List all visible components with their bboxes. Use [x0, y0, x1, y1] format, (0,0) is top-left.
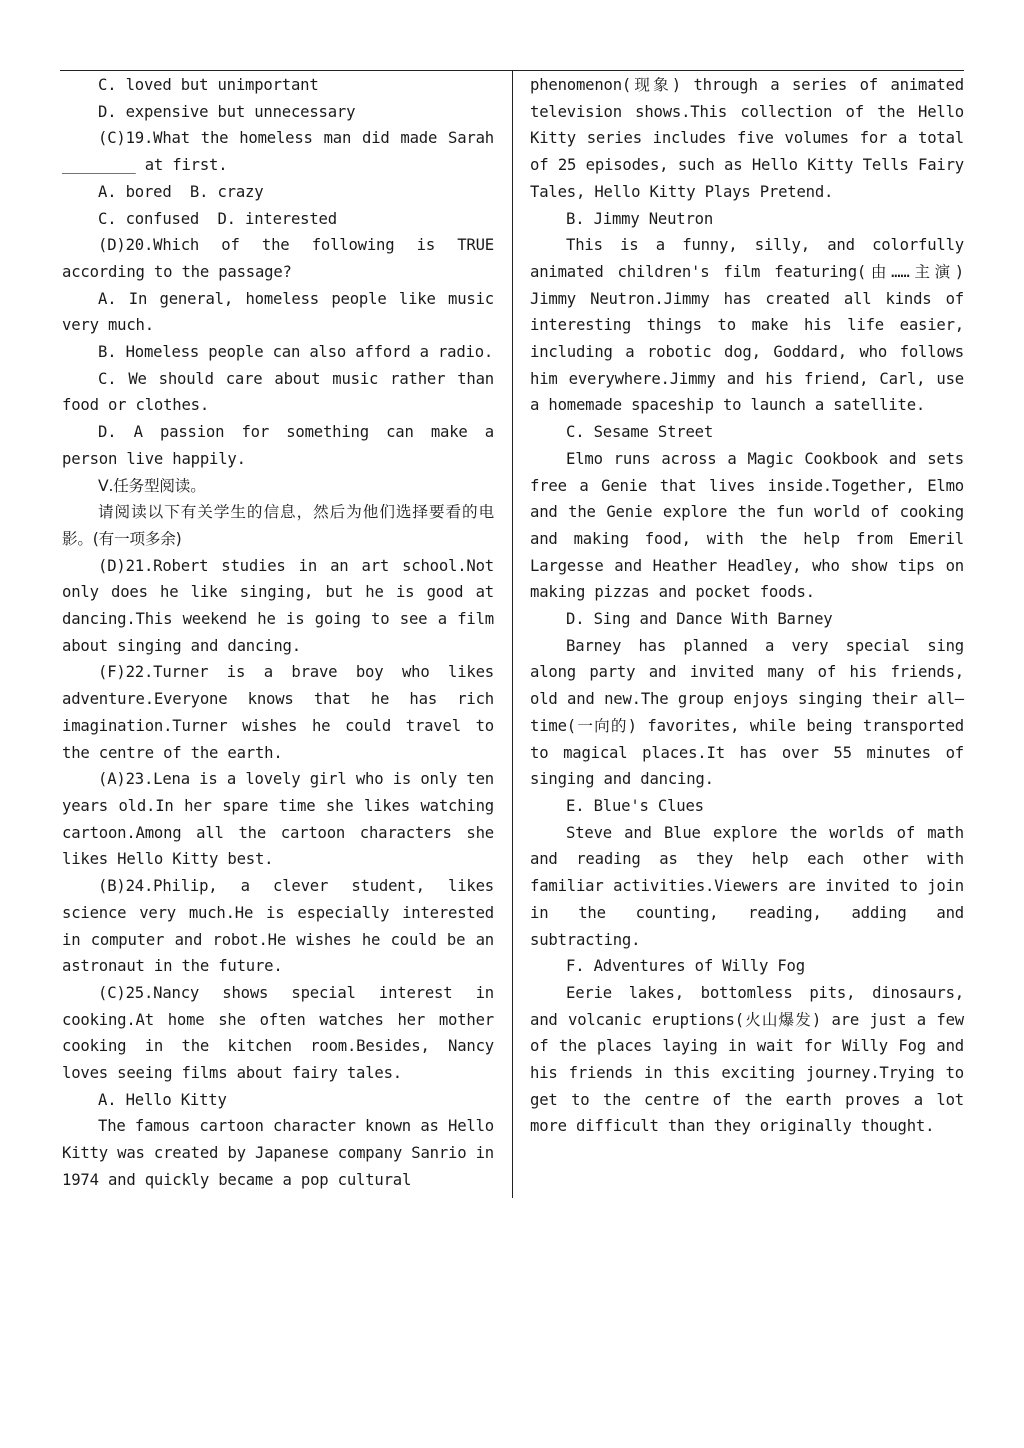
q19-stem: (C)19.What the homeless man did made Sarah ________ at first. — [62, 129, 494, 175]
film-e-title: E. Blue's Clues — [566, 796, 704, 815]
film-c-text: Elmo runs across a Magic Cookbook and sets free a Genie that lives inside.Together, Elmo and the Genie explore the fun world of cooking and making food, with the help from Emeril Largesse and Heather Headley, who show tips on making pizzas and pocket foods. — [530, 449, 964, 602]
film-f-title: F. Adventures of Willy Fog — [566, 957, 805, 976]
q25-text: (C)25.Nancy shows special interest in cooking.At home she often watches her mother cooking in the kitchen room.Besides, Nancy loves seeing films about fairy tales. — [62, 983, 494, 1083]
q23-text: (A)23.Lena is a lovely girl who is only ten years old.In her spare time she likes watching cartoon.Among all the cartoon characters she likes Hello Kitty best. — [62, 770, 494, 869]
q21-text: (D)21.Robert studies in an art school.Not only does he like singing, but he is good at dancing.This weekend he is going to see a film about singing and dancing. — [62, 556, 494, 655]
q20-option-c: C. We should care about music rather than food or clothes. — [62, 369, 494, 415]
q24-text: (B)24.Philip, a clever student, likes science very much.He is especially interested in computer and robot.He wishes he could be an astronaut in the future. — [62, 877, 494, 976]
film-a-title: A. Hello Kitty — [98, 1090, 227, 1109]
column-divider — [512, 70, 513, 1198]
q20-option-b: B. Homeless people can also afford a radio. — [98, 343, 494, 362]
right-column — [530, 72, 964, 1140]
q22-text: (F)22.Turner is a brave boy who likes adventure.Everyone knows that he has rich imagination.Turner wishes he could travel to the centre of the earth. — [62, 663, 494, 762]
q20-stem: (D)20.Which of the following is TRUE according to the passage? — [62, 236, 494, 281]
film-d-title: D. Sing and Dance With Barney — [566, 610, 833, 629]
film-e-text: Steve and Blue explore the worlds of math and reading as they help each other with familiar activities.Viewers are invited to join in the counting, reading, adding and subtracting. — [530, 823, 964, 949]
q18-option-d: D. expensive but unnecessary — [98, 102, 356, 121]
film-a-text-continued: phenomenon(现象) through a series of animated television shows.This collection of the Hello Kitty series includes five volumes for a total of 25 episodes, such as Hello Kitty Tells Fairy Tales, Hello Kitty Plays Pretend. — [530, 76, 964, 201]
q20-option-a: A. In general, homeless people like music very much. — [62, 289, 494, 335]
q20-option-d: D. A passion for something can make a person live happily. — [62, 423, 494, 468]
film-b-title: B. Jimmy Neutron — [566, 209, 714, 228]
q19-options-cd: C. confused D. interested — [98, 209, 337, 228]
left-column — [62, 72, 494, 1194]
film-f-text: Eerie lakes, bottomless pits, dinosaurs, and volcanic eruptions(火山爆发) are just a few of the places laying in wait for Willy Fog and his friends in this exciting journey.Trying to get to the centre of the earth proves a lot more difficult than they originally thought. — [530, 983, 964, 1136]
film-c-title: C. Sesame Street — [566, 423, 714, 442]
film-d-text: Barney has planned a very special sing along party and invited many of his friends, old and new.The group enjoys singing their all—time(一向的) favorites, while being transported to magical places.It has over 55 minutes of singing and dancing. — [530, 636, 964, 789]
section-title: Ⅴ.任务型阅读。 — [98, 476, 206, 495]
film-b-text: This is a funny, silly, and colorfully animated children's film featuring(由……主演) Jimmy Neutron.Jimmy has created all kinds of interesting things to make his life easier, including a robotic dog, Goddard, who follows him everywhere.Jimmy and his friend, Carl, use a homemade spaceship to launch a satellite. — [530, 236, 964, 415]
section-instruction: 请阅读以下有关学生的信息，然后为他们选择要看的电影。(有一项多余) — [62, 503, 494, 548]
q19-options-ab: A. bored B. crazy — [98, 182, 264, 201]
film-a-text: The famous cartoon character known as Hello Kitty was created by Japanese company Sanrio in 1974 and quickly became a pop cultural — [62, 1117, 494, 1189]
q18-option-c: C. loved but unimportant — [98, 76, 319, 94]
